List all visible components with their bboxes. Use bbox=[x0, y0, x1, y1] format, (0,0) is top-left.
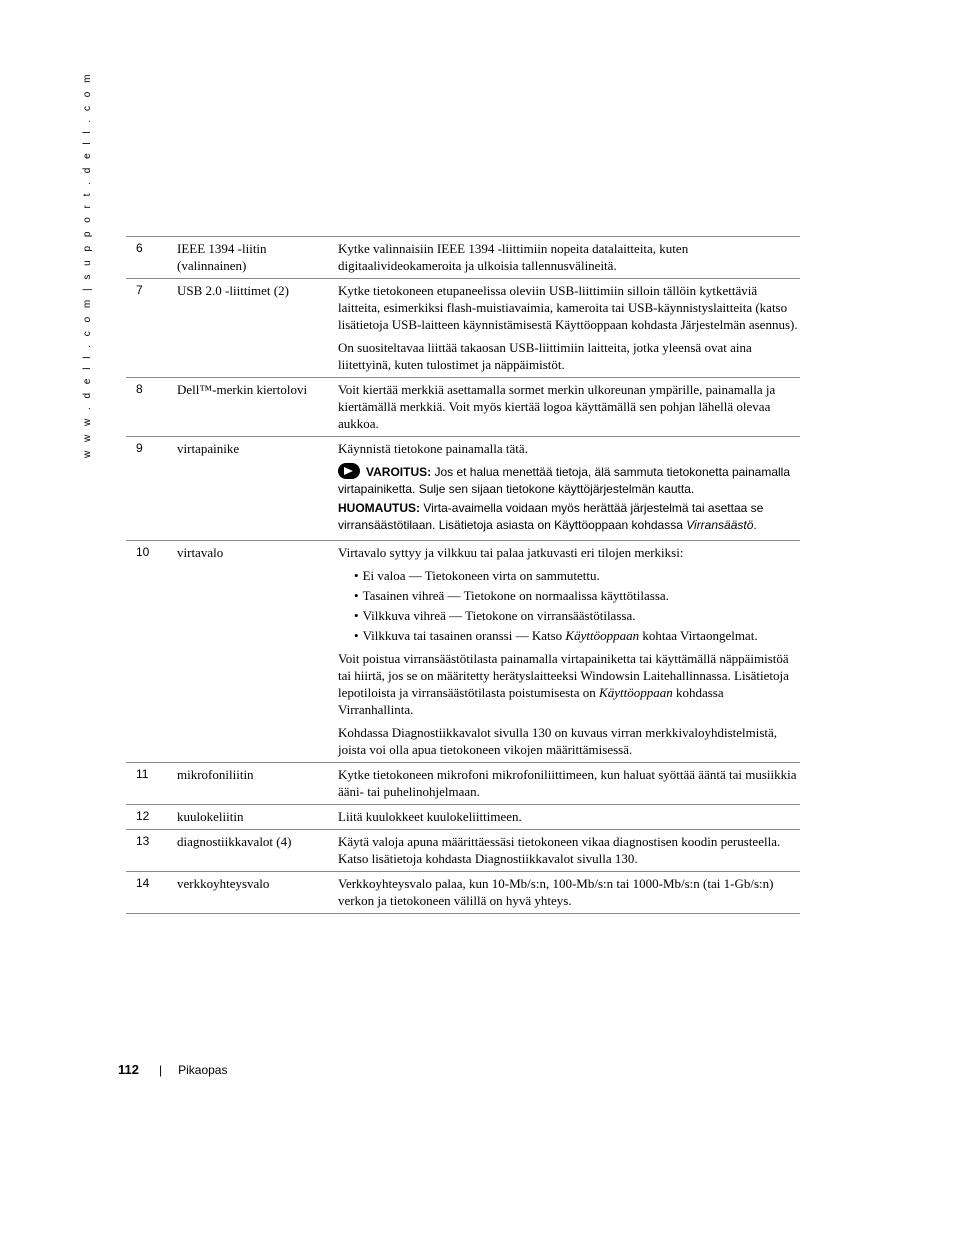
row-number: 8 bbox=[136, 382, 143, 396]
table-row bbox=[126, 541, 800, 763]
list-item-text: Vilkkuva tai tasainen oranssi — Katso bbox=[362, 628, 566, 643]
row-number: 6 bbox=[136, 241, 143, 255]
list-item bbox=[354, 567, 798, 584]
row-number: 10 bbox=[136, 545, 150, 559]
page-footer bbox=[118, 1062, 227, 1077]
list-item bbox=[354, 587, 798, 604]
description-paragraph: Kohdassa Diagnostiikkavalot sivulla 130 on kuvaus virran merkkivaloyhdistelmistä, joista voi olla apua tietokoneen vikojen määrittämisessä. bbox=[338, 725, 778, 757]
description-paragraph: Verkkoyhteysvalo palaa, kun 10-Mb/s:n, 100-Mb/s:n tai 1000-Mb/s:n (tai 1-Gb/s:n) verkon ja tietokoneen välillä on hyvä yhteys. bbox=[338, 876, 774, 908]
component-description bbox=[338, 437, 800, 541]
table-row bbox=[126, 805, 800, 830]
component-description bbox=[338, 237, 800, 279]
note-italic: Virransäästö bbox=[686, 518, 754, 532]
list-item-italic: Käyttöoppaan bbox=[565, 628, 640, 643]
component-name: Dell™-merkin kiertolovi bbox=[177, 382, 308, 397]
description-paragraph: Liitä kuulokkeet kuulokeliittimeen. bbox=[338, 809, 522, 824]
component-name: USB 2.0 -liittimet (2) bbox=[177, 283, 289, 298]
section-title: Pikaopas bbox=[178, 1062, 228, 1077]
description-paragraph: Kytke tietokoneen mikrofoni mikrofoniliittimeen, kun haluat syöttää ääntä tai musiikkia ääni- tai puhelinohjelmaan. bbox=[338, 767, 797, 799]
warning-label: VAROITUS: bbox=[366, 465, 432, 479]
description-paragraph: Kytke tietokoneen etupaneelissa oleviin USB-liittimiin silloin tällöin kytkettäviä laitteita, esimerkiksi flash-muistiavaimia, kameroita tai USB-käynnistyslaitteita (katso lisätietoja USB-laitteen käynnistämisestä Käyttöoppaan kohdasta Järjestelmän asennus). bbox=[338, 283, 798, 332]
row-number: 7 bbox=[136, 283, 143, 297]
paragraph-italic: Käyttöoppaan bbox=[599, 685, 673, 700]
description-paragraph: Voit kiertää merkkiä asettamalla sormet merkin ulkoreunan ympärille, painamalla ja kiertämällä merkkiä. Voit myös kiertää logoa käyttämällä sen pohjan lähellä olevaa aukkoa. bbox=[338, 382, 776, 431]
component-description bbox=[338, 763, 800, 805]
component-name: diagnostiikkavalot (4) bbox=[177, 834, 292, 849]
note-notice bbox=[338, 500, 798, 534]
component-name: IEEE 1394 -liitin (valinnainen) bbox=[177, 241, 267, 273]
component-description bbox=[338, 378, 800, 437]
row-number: 13 bbox=[136, 834, 150, 848]
list-item-text: Tasainen vihreä — Tietokone on normaalissa käyttötilassa. bbox=[362, 588, 669, 603]
table-row bbox=[126, 437, 800, 541]
page-number: 112 bbox=[118, 1062, 139, 1077]
status-list bbox=[338, 567, 798, 644]
table-row bbox=[126, 279, 800, 378]
table-row bbox=[126, 378, 800, 437]
note-label: HUOMAUTUS: bbox=[338, 501, 420, 515]
description-paragraph: Virtavalo syttyy ja vilkkuu tai palaa jatkuvasti eri tilojen merkiksi: bbox=[338, 545, 684, 560]
warning-text: Jos et halua menettää tietoja, älä sammuta tietokonetta painamalla virtapainiketta. Sulje sen sijaan tietokone käyttöjärjestelmän kautta. bbox=[338, 465, 790, 496]
component-name: virtavalo bbox=[177, 545, 224, 560]
component-table bbox=[126, 236, 800, 914]
list-item-text-after: kohtaa Virtaongelmat. bbox=[639, 628, 758, 643]
note-end: . bbox=[753, 518, 757, 532]
list-item-text: Vilkkuva vihreä — Tietokone on virransäästötilassa. bbox=[362, 608, 636, 623]
component-name: verkkoyhteysvalo bbox=[177, 876, 270, 891]
warning-notice bbox=[338, 463, 798, 498]
footer-separator: | bbox=[158, 1062, 163, 1077]
description-paragraph: On suositeltavaa liittää takaosan USB-liittimiin laitteita, jotka yleensä ovat aina liitettyinä, kuten tulostimet ja näppäimistöt. bbox=[338, 340, 752, 372]
note-text: Virta-avaimella voidaan myös herättää järjestelmä tai asettaa se virransäästötilaan. Lisätietoja asiasta on Käyttöoppaan kohdassa bbox=[338, 501, 764, 532]
list-item bbox=[354, 627, 798, 644]
list-item-text: Ei valoa — Tietokoneen virta on sammutettu. bbox=[362, 568, 600, 583]
component-description bbox=[338, 279, 800, 378]
side-url: w w w . d e l l . c o m | s u p p o r t . d e l l . c o m bbox=[82, 71, 93, 458]
component-description bbox=[338, 541, 800, 763]
component-description bbox=[338, 872, 800, 914]
description-paragraph: Käynnistä tietokone painamalla tätä. bbox=[338, 441, 528, 456]
row-number: 9 bbox=[136, 441, 143, 455]
paragraph-text: Voit poistua virransäästötilasta painamalla virtapainiketta tai käyttämällä näppäimistöä tai hiirtä, jos se on määritetty herätyslaitteeksi Windowsin Laitehallinnassa. Lisätietoja lepotiloista ja virransäästötilasta poistumisesta on bbox=[338, 651, 789, 700]
table-row bbox=[126, 830, 800, 872]
table-row bbox=[126, 237, 800, 279]
component-name: virtapainike bbox=[177, 441, 240, 456]
table-row bbox=[126, 763, 800, 805]
row-number: 11 bbox=[136, 767, 149, 781]
warning-arrow-icon bbox=[338, 463, 360, 479]
list-item bbox=[354, 607, 798, 624]
component-description bbox=[338, 830, 800, 872]
description-paragraph: Käytä valoja apuna määrittäessäsi tietokoneen vikaa diagnostisen koodin perusteella. Katso lisätietoja kohdasta Diagnostiikkavalot sivulla 130. bbox=[338, 834, 781, 866]
component-description bbox=[338, 805, 800, 830]
row-number: 12 bbox=[136, 809, 150, 823]
component-name: mikrofoniliitin bbox=[177, 767, 254, 782]
component-name: kuulokeliitin bbox=[177, 809, 244, 824]
description-paragraph bbox=[338, 650, 798, 718]
description-paragraph: Kytke valinnaisiin IEEE 1394 -liittimiin nopeita datalaitteita, kuten digitaalivideokameroita ja ulkoisia tallennusvälineitä. bbox=[338, 241, 689, 273]
row-number: 14 bbox=[136, 876, 150, 890]
table-row bbox=[126, 872, 800, 914]
paragraph-text-after: kohdassa Virranhallinta. bbox=[338, 685, 724, 717]
